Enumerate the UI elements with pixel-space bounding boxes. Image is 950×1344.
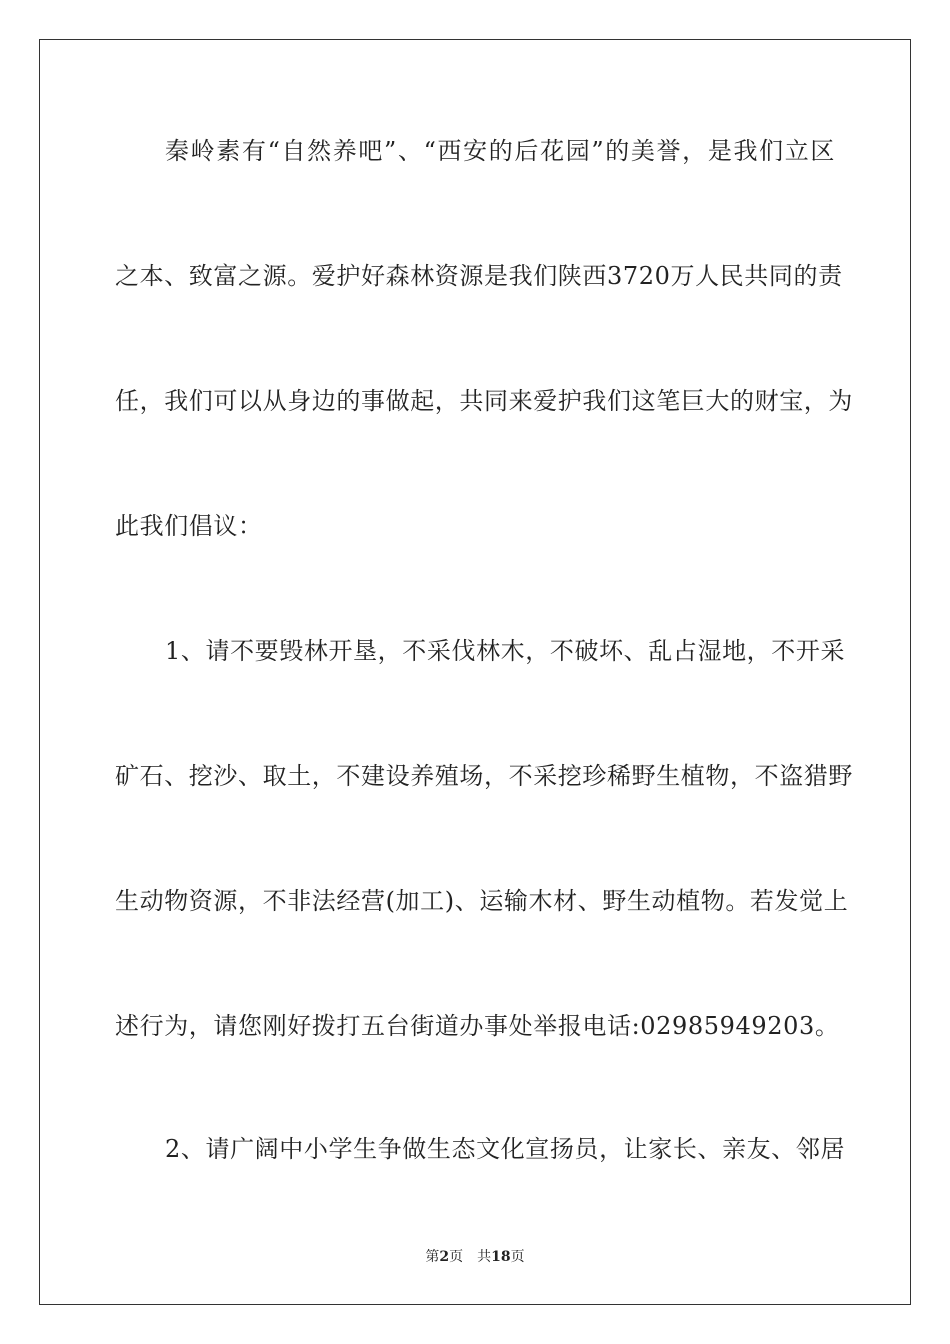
page-unit: 页	[449, 1249, 464, 1265]
current-page-number: 2	[439, 1249, 450, 1265]
paragraph-line: 1、请不要毁林开垦，不采伐林木，不破坏、乱占湿地，不开采	[165, 637, 846, 665]
paragraph-line: 生动物资源，不非法经营(加工)、运输木材、野生动植物。若发觉上	[115, 887, 849, 915]
paragraph-line: 此我们倡议：	[115, 512, 263, 540]
page-footer	[0, 1248, 950, 1266]
paragraph-line: 述行为，请您刚好拨打五台街道办事处举报电话:02985949203。	[115, 1012, 840, 1040]
page-border	[39, 39, 911, 1305]
total-unit: 页	[510, 1249, 525, 1265]
page-prefix: 第	[425, 1249, 440, 1265]
paragraph-line: 之本、致富之源。爱护好森林资源是我们陕西3720万人民共同的责	[115, 262, 843, 290]
paragraph-line: 秦岭素有“自然养吧”、“西安的后花园”的美誉，是我们立区	[165, 137, 835, 165]
paragraph-line: 任，我们可以从身边的事做起，共同来爱护我们这笔巨大的财宝，为	[115, 387, 853, 415]
total-page-count: 18	[491, 1249, 511, 1265]
paragraph-line: 矿石、挖沙、取土，不建设养殖场，不采挖珍稀野生植物，不盗猎野	[115, 762, 853, 790]
total-prefix: 共	[477, 1249, 492, 1265]
paragraph-line: 2、请广阔中小学生争做生态文化宣扬员，让家长、亲友、邻居	[165, 1135, 846, 1163]
